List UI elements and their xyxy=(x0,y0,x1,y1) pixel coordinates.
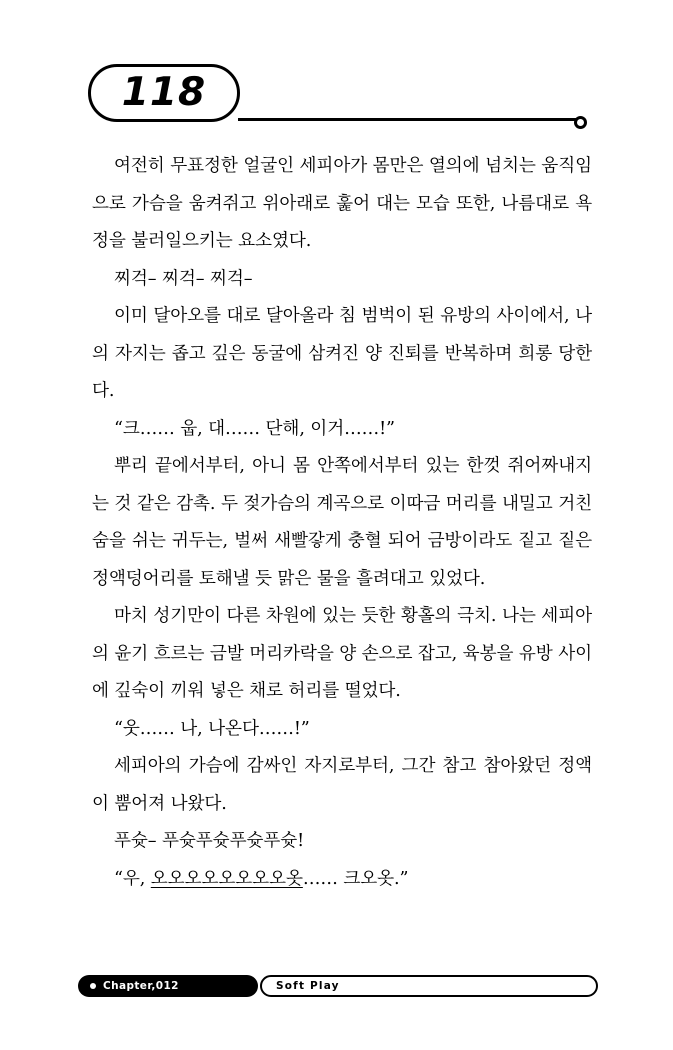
page-number: 118 xyxy=(121,69,207,115)
paragraph: 여전히 무표정한 얼굴인 세피아가 몸만은 열의에 넘치는 움직임으로 가슴을 움켜쥐고 위아래로 훑어 대는 모습 또한, 나름대로 욕정을 불러일으키는 요소였다. xyxy=(92,156,592,251)
paragraph: 이미 달아오를 대로 달아올라 침 범벅이 된 유방의 사이에서, 나의 자지는 좁고 깊은 동굴에 삼켜진 양 진퇴를 반복하며 희롱 당한다. xyxy=(92,306,592,401)
footer-title-label: Soft Play xyxy=(276,980,340,992)
header-rule xyxy=(238,118,583,121)
bullet-icon xyxy=(90,983,96,989)
final-line-underlined: 오오오오오오오오옷 xyxy=(150,868,303,889)
footer-chapter-label: Chapter,012 xyxy=(103,980,179,992)
paragraph: 마치 성기만이 다른 차원에 있는 듯한 황홀의 극치. 나는 세피아의 윤기 흐르는 금발 머리카락을 양 손으로 잡고, 육봉을 유방 사이에 깊숙이 끼워 넣은 채로 허리를 떨었다. xyxy=(92,606,592,701)
page-number-header xyxy=(88,64,588,139)
page-number-badge xyxy=(88,64,240,122)
paragraph: “웃…… 나, 나온다……!” xyxy=(114,718,310,739)
header-dot-icon xyxy=(574,116,587,129)
paragraph: 세피아의 가슴에 감싸인 자지로부터, 그간 참고 참아왔던 정액이 뿜어져 나왔다. xyxy=(92,756,592,814)
page-body xyxy=(92,148,592,898)
final-line-prefix: “우, xyxy=(114,868,151,889)
footer-title-pill xyxy=(260,975,598,997)
paragraph-final xyxy=(92,861,592,899)
paragraph: “크…… 웁, 대…… 단해, 이거……!” xyxy=(114,418,395,439)
page-footer xyxy=(78,975,598,1001)
paragraph: 찌걱– 찌걱– 찌걱– xyxy=(114,268,253,289)
paragraph: 푸슛– 푸슛푸슛푸슛푸슛! xyxy=(114,831,305,851)
paragraph: 뿌리 끝에서부터, 아니 몸 안쪽에서부터 있는 한껏 쥐어짜내지는 것 같은 감촉. 두 젖가슴의 계곡으로 이따금 머리를 내밀고 거친 숨을 쉬는 귀두는, 벌써 새빨갛게 충혈 되어 금방이라도 짙고 짙은 정액덩어리를 토해낼 듯 맑은 물을 흘려대고 있었다. xyxy=(92,456,592,589)
final-line-suffix: …… 크오옷.” xyxy=(302,868,409,889)
footer-chapter-pill xyxy=(78,975,258,997)
